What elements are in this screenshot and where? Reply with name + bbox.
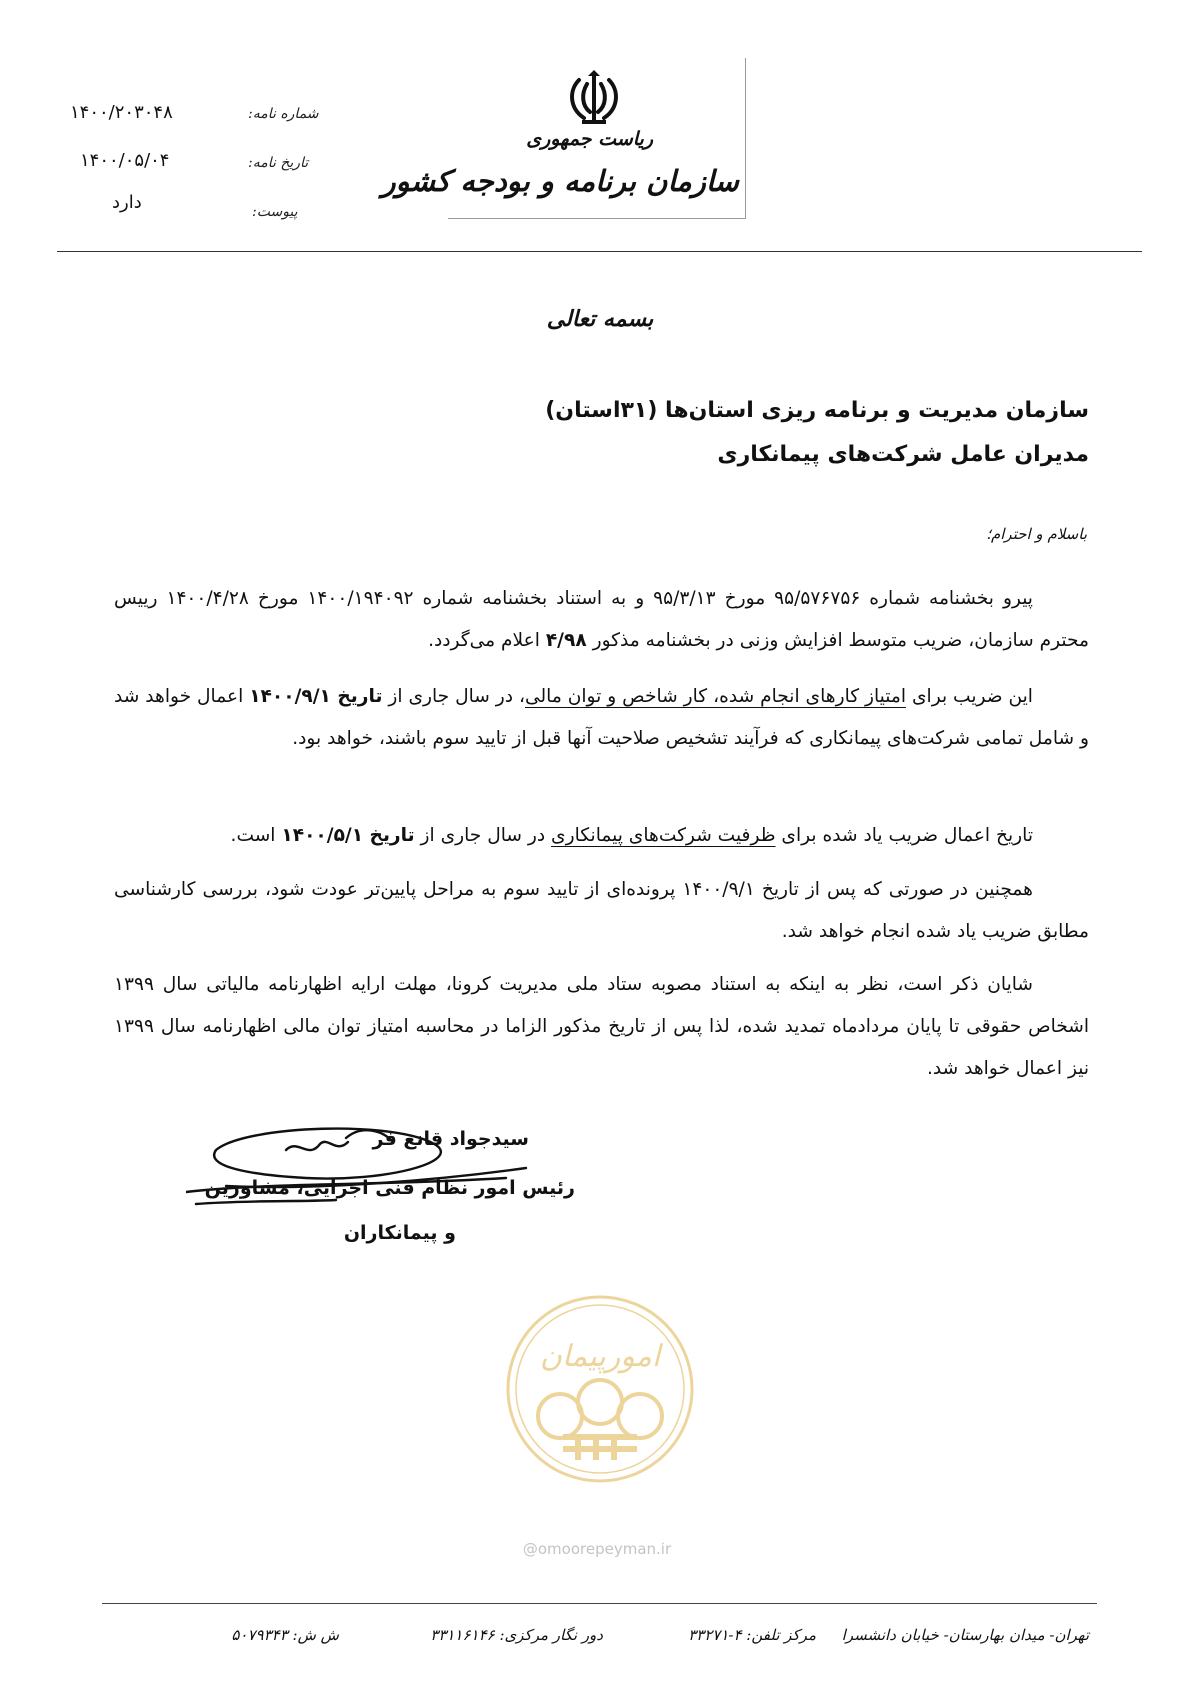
paragraph-2-middle: ، در سال جاری از	[388, 686, 525, 707]
paragraph-2-end: اعمال خواهد شد و شامل تمامی شرکت‌های پیمانکاری که فرآیند تشخیص صلاحیت آنها قبل از تایید سوم باشند، خواهد بود.	[114, 686, 1089, 749]
paragraph-3-middle: در سال جاری از	[420, 825, 546, 846]
greeting: باسلام و احترام؛	[986, 525, 1087, 543]
attachment-label: پیوست:	[252, 204, 298, 220]
date-label: تاریخ نامه:	[248, 155, 309, 171]
presidency-text: ریاست جمهوری	[526, 128, 653, 150]
letter-number-label: شماره نامه:	[248, 106, 319, 122]
paragraph-3-start: تاریخ اعمال ضریب یاد شده برای	[781, 825, 1033, 846]
signatory-name: سیدجواد قانع فر	[372, 1128, 529, 1150]
paragraph-5	[114, 964, 1089, 1090]
paragraph-1-coefficient: ۴/۹۸	[545, 630, 587, 651]
watermark-logo-text: امورپیمان	[539, 1339, 661, 1374]
paragraph-1-end: اعلام می‌گردد.	[428, 630, 540, 651]
letter-number-value: ۱۴۰۰/۲۰۳۰۴۸	[70, 102, 173, 123]
footer-divider	[102, 1603, 1097, 1604]
header-divider	[57, 251, 1142, 252]
paragraph-2-underlined: امتیاز کارهای انجام شده، کار شاخص و توان مالی	[525, 686, 907, 707]
footer-address: تهران- میدان بهارستان- خیابان دانشسرا	[841, 1626, 1089, 1644]
recipient-line-1: سازمان مدیریت و برنامه ریزی استان‌ها (۳۱استان)	[545, 398, 1089, 423]
footer-postal-code: ش ش: ۵۰۷۹۳۴۳	[231, 1626, 339, 1644]
paragraph-3-end: است.	[230, 825, 276, 846]
letterhead	[381, 58, 746, 219]
signatory-title-line-2: و پیمانکاران	[343, 1222, 456, 1244]
paragraph-5-text: شایان ذکر است، نظر به اینکه به استناد مصوبه ستاد ملی مدیریت کرونا، مهلت ارایه اظهارنامه مالیاتی سال ۱۳۹۹ اشخاص حقوقی تا پایان مردادماه تمدید شده، لذا پس از تاریخ مذکور الزاما در محاسبه امتیاز توان مالی اظهارنامه سال ۱۳۹۹ نیز اعمال خواهد شد.	[114, 974, 1089, 1079]
footer-fax: دور نگار مرکزی: ۳۳۱۱۶۱۴۶	[430, 1626, 603, 1644]
iran-emblem-icon	[566, 70, 622, 126]
paragraph-4	[114, 869, 1089, 953]
paragraph-1	[114, 578, 1089, 662]
invocation: بسمه تعالی	[546, 306, 654, 332]
attachment-value: دارد	[112, 192, 142, 213]
organization-name: سازمان برنامه و بودجه کشور	[381, 164, 739, 198]
paragraph-2-date: تاریخ ۱۴۰۰/۹/۱	[249, 686, 383, 707]
paragraph-3-date: تاریخ ۱۴۰۰/۵/۱	[281, 825, 415, 846]
paragraph-2-start: این ضریب برای	[911, 686, 1033, 707]
watermark-logo	[505, 1294, 695, 1484]
signatory-title-line-1: رئیس امور نظام فنی اجرایی، مشاورین	[204, 1177, 575, 1199]
handwritten-signature	[186, 1120, 536, 1210]
date-value: ۱۴۰۰/۰۵/۰۴	[80, 150, 170, 171]
paragraph-4-text: همچنین در صورتی که پس از تاریخ ۱۴۰۰/۹/۱ پرونده‌ای از تایید سوم به مراحل پایین‌تر عودت شود، بررسی کارشناسی مطابق ضریب یاد شده انجام خواهد شد.	[114, 879, 1089, 942]
paragraph-3	[114, 815, 1089, 857]
paragraph-1-text: پیرو بخشنامه شماره ۹۵/۵۷۶۷۵۶ مورخ ۹۵/۳/۱۳ و به استناد بخشنامه شماره ۱۴۰۰/۱۹۴۰۹۲ مورخ ۱۴۰۰/۴/۲۸ رییس محترم سازمان، ضریب متوسط افزایش وزنی در بخشنامه مذکور	[114, 588, 1089, 651]
paragraph-3-underlined: ظرفیت شرکت‌های پیمانکاری	[551, 825, 776, 846]
recipient-line-2: مدیران عامل شرکت‌های پیمانکاری	[717, 442, 1089, 467]
watermark-handle: @omoorepeyman.ir	[522, 1540, 672, 1558]
footer-phone: مرکز تلفن: ۴-۳۳۲۷۱	[688, 1626, 816, 1644]
paragraph-2	[114, 676, 1089, 760]
